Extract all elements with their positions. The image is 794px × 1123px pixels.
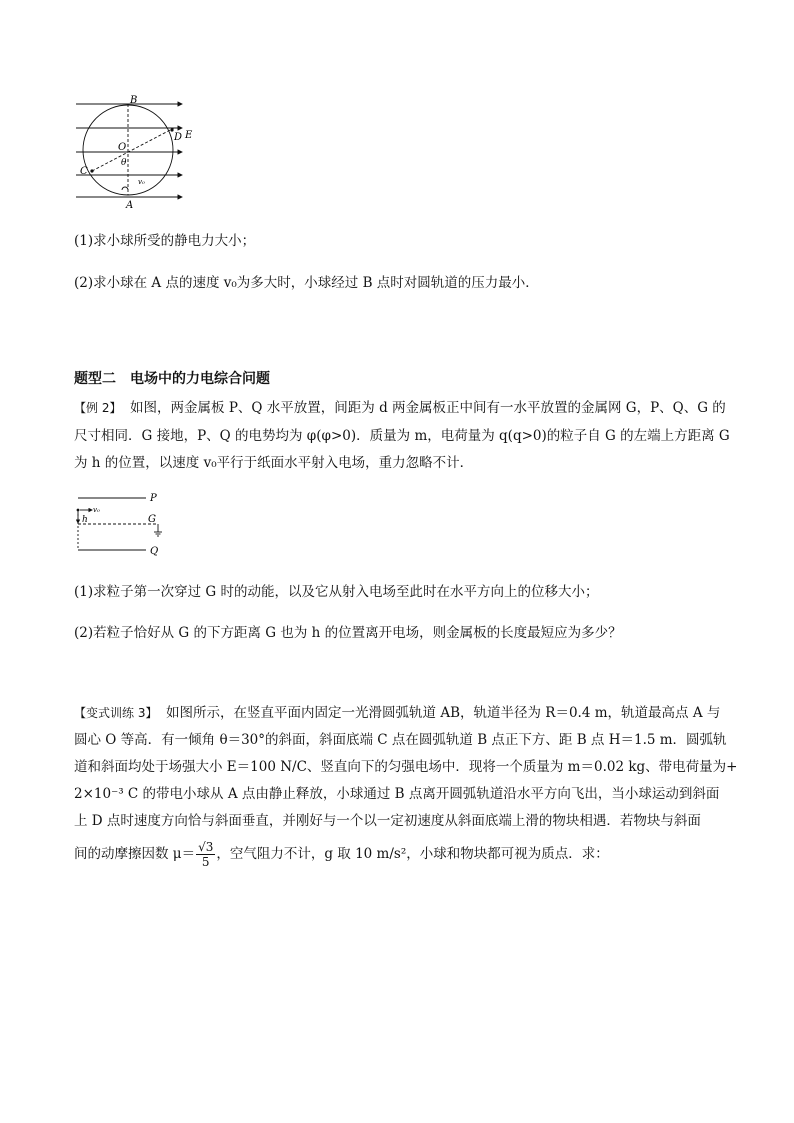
- example2-tag: 【例 2】: [74, 401, 122, 415]
- example2-line3: 为 h 的位置，以速度 v₀平行于纸面水平射入电场，重力忽略不计．: [74, 455, 474, 471]
- variant3-line3: 道和斜面均处于场强大小 E＝100 N/C、竖直向下的匀强电场中．现将一个质量为 m＝0.02 kg、带电荷量为+: [74, 759, 738, 775]
- variant3-text6a: 间的动摩擦因数 μ＝: [74, 846, 196, 862]
- label-Q: Q: [150, 546, 159, 557]
- variant3-line2: 圆心 O 等高．有一倾角 θ＝30°的斜面，斜面底端 C 点在圆弧轨道 B 点正下方、距 B 点 H＝1.5 m．圆弧轨: [74, 732, 727, 748]
- label-G: G: [148, 514, 156, 525]
- label-v0: v₀: [138, 178, 145, 186]
- label-D: D: [174, 132, 183, 143]
- label-O: O: [118, 142, 127, 153]
- variant3-line4: 2×10⁻³ C 的带电小球从 A 点由静止释放，小球通过 B 点离开圆弧轨道沿水平方向飞出，当小球运动到斜面: [74, 786, 720, 802]
- example2-question-1: (1)求粒子第一次穿过 G 时的动能，以及它从射入电场至此时在水平方向上的位移大小；: [74, 584, 599, 600]
- fraction-numerator: √3: [198, 840, 214, 854]
- variant3-line5: 上 D 点时速度方向恰与斜面垂直，并刚好与一个以一定初速度从斜面底端上滑的物块相遇．若物块与斜面: [74, 813, 701, 829]
- example2-question-2: (2)若粒子恰好从 G 的下方距离 G 也为 h 的位置离开电场，则金属板的长度最短应为多少？: [74, 625, 622, 641]
- section-heading: 题型二 电场中的力电综合问题: [74, 371, 270, 387]
- label-P: P: [150, 493, 157, 504]
- variant3-line1: [74, 703, 724, 723]
- plates-figure: [74, 488, 174, 560]
- circle-field-figure: [74, 92, 204, 212]
- friction-fraction: [196, 840, 215, 869]
- example2-line1: [74, 398, 724, 418]
- fraction-denominator: 5: [201, 855, 210, 869]
- example2-text1: 如图，两金属板 P、Q 水平放置，间距为 d 两金属板正中间有一水平放置的金属网 G，P、Q、G 的: [130, 400, 726, 416]
- label-theta: θ: [121, 158, 127, 168]
- variant3-text1: 如图所示，在竖直平面内固定一光滑圆弧轨道 AB，轨道半径为 R＝0.4 m，轨道最高点 A 与: [166, 705, 721, 721]
- label-C: C: [80, 166, 88, 177]
- variant3-text6b: ，空气阻力不计，g 取 10 m/s²，小球和物块都可视为质点．求：: [216, 846, 609, 862]
- question-1-1: (1)求小球所受的静电力大小；: [74, 233, 256, 249]
- label-B: B: [130, 95, 138, 106]
- variant3-tag: 【变式训练 3】: [74, 706, 158, 720]
- variant3-line6: [74, 840, 724, 869]
- label-v0-2: v₀: [93, 506, 100, 514]
- label-h: h: [82, 515, 88, 525]
- label-E: E: [185, 130, 193, 141]
- question-1-2: (2)求小球在 A 点的速度 v₀为多大时，小球经过 B 点时对圆轨道的压力最小．: [74, 275, 539, 291]
- label-A: A: [126, 200, 134, 211]
- example2-line2: 尺寸相同．G 接地，P、Q 的电势均为 φ(φ>0)．质量为 m，电荷量为 q(q>0)的粒子自 G 的左端上方距离 G: [74, 428, 730, 444]
